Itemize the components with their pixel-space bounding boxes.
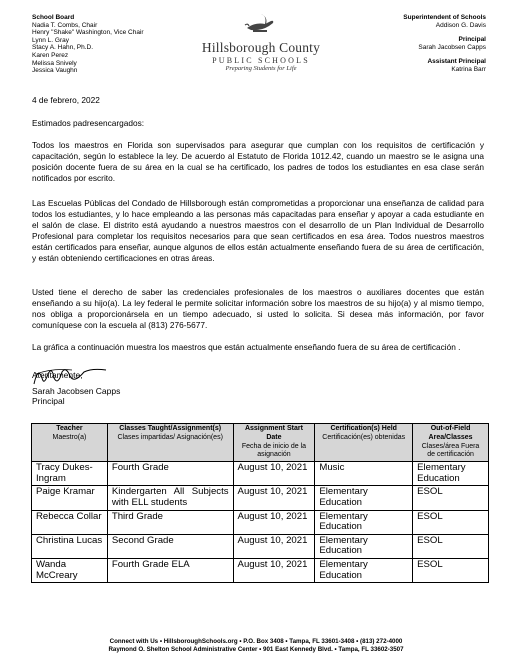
cell-start-date: August 10, 2021 xyxy=(233,486,315,510)
letter-salutation: Estimados padresencargados: xyxy=(32,118,145,128)
cell-certification: Elementary Education xyxy=(315,510,413,534)
principal-name: Sarah Jacobsen Capps xyxy=(418,43,486,51)
cell-out-of-field: Elementary Education xyxy=(413,462,489,486)
cell-teacher: Rebecca Collar xyxy=(32,510,108,534)
footer-line-2: Raymond O. Shelton School Administrative Center • 901 East Kennedy Blvd. • Tampa, FL 33602-3507 xyxy=(108,646,404,653)
paragraph-1 xyxy=(32,140,484,184)
paragraph-2-text: Las Escuelas Públicas del Condado de Hillsborough están comprometidas a proporcionar una enseñanza de calidad para todos los estudiantes, y lo hace empleando a las personas más capacitadas para enseñar y apoyar a cada estudiante en el salón de clase. El distrito está ayudando a nuestros maestros con el desarrollo de un Plan Individual de Desarrollo Profesional para completar los requisitos necesarios para que sean certificados en esa área. Todos nuestros maestros están certificados para enseñar, aunque algunos de ellos están actualmente enseñando fuera de su área de certificación, y están obteniendo certificaciones en otras áreas. xyxy=(32,198,484,263)
cell-classes: Third Grade xyxy=(107,510,233,534)
school-board-title: School Board xyxy=(32,14,75,21)
school-board-list xyxy=(32,14,144,75)
signer-title: Principal xyxy=(32,396,65,406)
cell-certification: Music xyxy=(315,462,413,486)
cell-out-of-field: ESOL xyxy=(413,486,489,510)
signer-name: Sarah Jacobsen Capps xyxy=(32,386,121,396)
header-certification: Certification(s) Held Certificación(es) obtenidas xyxy=(315,424,413,462)
header-classes: Classes Taught/Assignment(s) Clases impartidas/ Asignación(es) xyxy=(107,424,233,462)
principal-title: Principal xyxy=(458,36,486,44)
superintendent-title: Superintendent of Schools xyxy=(403,14,486,21)
paragraph-3 xyxy=(32,287,484,331)
logo-subtitle: PUBLIC SCHOOLS xyxy=(212,56,310,65)
board-member: Lynn L. Gray xyxy=(32,36,69,44)
table-header-row xyxy=(32,424,489,462)
cell-out-of-field: ESOL xyxy=(413,534,489,558)
closing: Atentamente, xyxy=(32,370,83,380)
cell-certification: Elementary Education xyxy=(315,558,413,582)
board-member: Jessica Vaughn xyxy=(32,67,78,75)
letter-date: 4 de febrero, 2022 xyxy=(32,95,100,105)
administration-list xyxy=(403,14,486,74)
table-row xyxy=(32,510,489,534)
table-row xyxy=(32,534,489,558)
lamp-of-learning-icon xyxy=(241,12,281,34)
cell-out-of-field: ESOL xyxy=(413,510,489,534)
cell-classes: Second Grade xyxy=(107,534,233,558)
paragraph-3-text: Usted tiene el derecho de saber las credenciales profesionales de los maestros o auxiliares docentes que están enseñando a su hijo(a). La ley federal le permite solicitar información sobre los maestros de su hijo(a) y al mismo tiempo, nos obliga a proporcionársela en un tiempo adecuado, si usted lo solicita. Si desea más información, por favor comuníquese con la escuela al (813) 276-5677. xyxy=(32,287,484,330)
cell-classes: Fourth Grade ELA xyxy=(107,558,233,582)
cell-start-date: August 10, 2021 xyxy=(233,510,315,534)
cell-out-of-field: ESOL xyxy=(413,558,489,582)
logo-tagline: Preparing Students for Life xyxy=(225,65,297,72)
board-member: Karen Perez xyxy=(32,51,69,59)
board-member: Melissa Snively xyxy=(32,59,77,67)
cell-certification: Elementary Education xyxy=(315,486,413,510)
table-row xyxy=(32,462,489,486)
board-member: Stacy A. Hahn, Ph.D. xyxy=(32,44,94,52)
district-logo xyxy=(186,12,336,72)
paragraph-4-text: La gráfica a continuación muestra los maestros que están actualmente enseñando fuera de su área de certificación . xyxy=(32,342,461,352)
table-row xyxy=(32,558,489,582)
page-footer xyxy=(0,638,512,654)
superintendent-name: Addison G. Davis xyxy=(435,21,486,29)
assistant-principal-title: Assistant Principal xyxy=(427,58,486,66)
out-of-field-table xyxy=(31,423,489,583)
cell-start-date: August 10, 2021 xyxy=(233,534,315,558)
cell-classes: Fourth Grade xyxy=(107,462,233,486)
signature-block xyxy=(32,370,232,406)
header-teacher: Teacher Maestro(a) xyxy=(32,424,108,462)
cell-start-date: August 10, 2021 xyxy=(233,462,315,486)
board-member: Nadia T. Combs, Chair xyxy=(32,21,98,29)
cell-teacher: Paige Kramar xyxy=(32,486,108,510)
header-out-of-field: Out-of-Field Area/Classes Clases/área Fuera de certificación xyxy=(413,424,489,462)
paragraph-1-text: Todos los maestros en Florida son supervisados para asegurar que cumplan con los requisitos de certificación y capacitación, según lo establece la ley. De acuerdo al Estatuto de Florida 1012.42, cuando un maestro se le asigna una posición docente fuera de su área en la cual se ha certificado, los padres de todos los estudiantes en esa clase serán notificados por escrito. xyxy=(32,140,484,183)
cell-start-date: August 10, 2021 xyxy=(233,558,315,582)
assistant-principal-name: Katrina Barr xyxy=(451,65,486,73)
cell-teacher: Wanda McCreary xyxy=(32,558,108,582)
cell-certification: Elementary Education xyxy=(315,534,413,558)
footer-line-1: Connect with Us • HillsboroughSchools.org • P.O. Box 3408 • Tampa, FL 33601-3408 • (813) 272-4000 xyxy=(109,638,403,645)
table-row xyxy=(32,486,489,510)
paragraph-4 xyxy=(32,342,484,353)
logo-name: Hillsborough County xyxy=(201,40,321,55)
cell-teacher: Christina Lucas xyxy=(32,534,108,558)
board-member: Henry "Shake" Washington, Vice Chair xyxy=(32,29,144,37)
paragraph-2 xyxy=(32,198,484,264)
cell-teacher: Tracy Dukes-Ingram xyxy=(32,462,108,486)
header-start-date: Assignment Start Date Fecha de inicio de la asignación xyxy=(233,424,315,462)
cell-classes: Kindergarten All Subjects with ELL students xyxy=(107,486,233,510)
handwritten-signature xyxy=(32,364,112,390)
